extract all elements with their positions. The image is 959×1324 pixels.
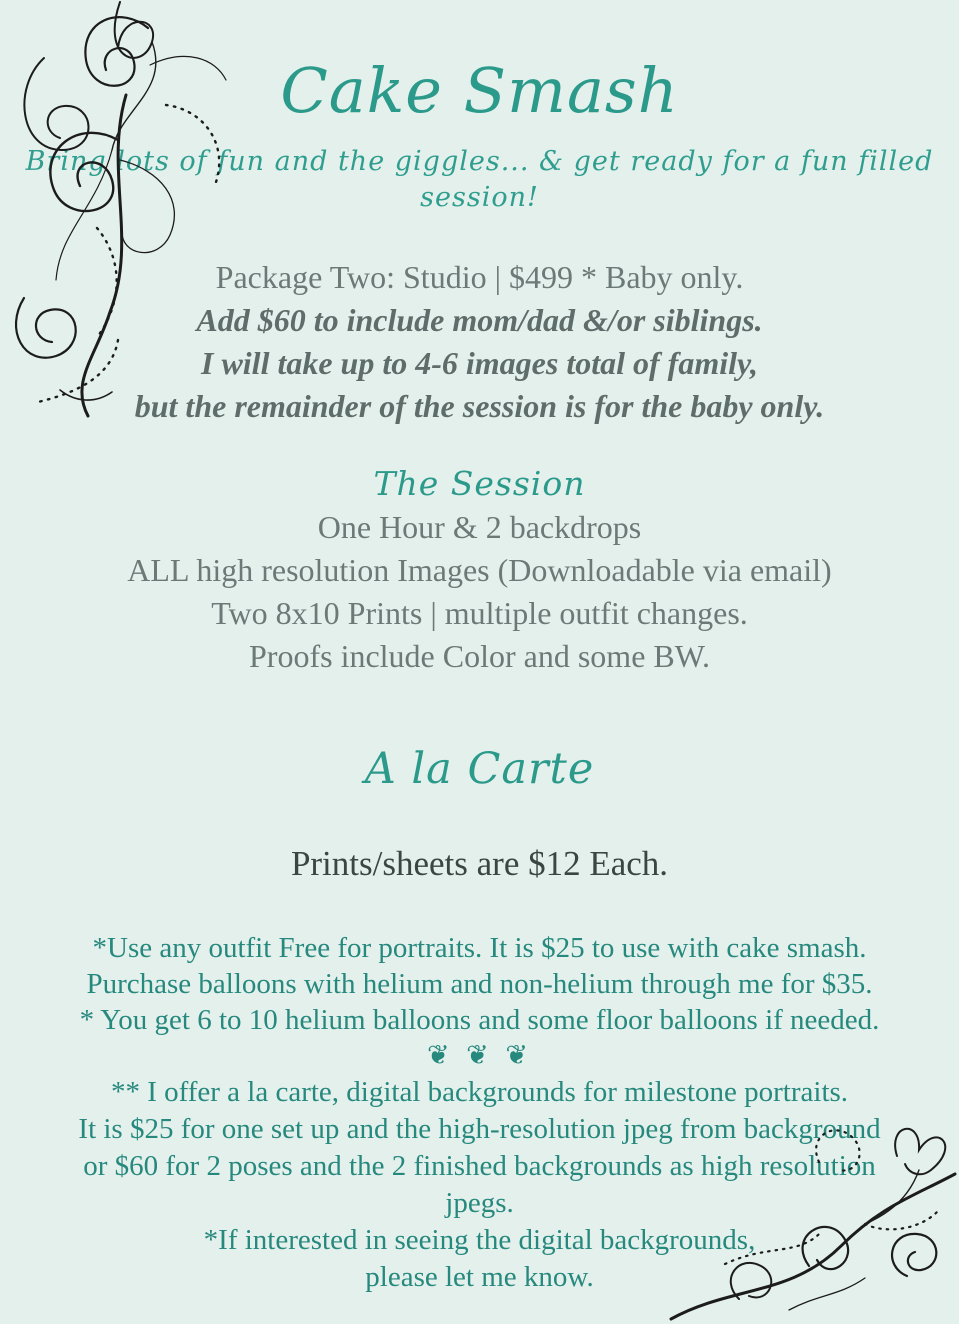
closing-line: *If interested in seeing the digital backgrounds, <box>203 1224 756 1256</box>
prints-price-line: Prints/sheets are $12 Each. <box>290 844 669 883</box>
session-details <box>0 506 959 678</box>
session-line: ALL high resolution Images (Downloadable via email) <box>127 552 832 588</box>
a-la-carte-heading: A la Carte <box>364 744 595 794</box>
package-line-addon: Add $60 to include mom/dad &/or siblings. <box>196 302 763 338</box>
fleuron-ornament-icon: ❦ ❦ ❦ <box>426 1040 533 1071</box>
package-line-price: Package Two: Studio | $499 * Baby only. <box>215 259 744 295</box>
session-line: Two 8x10 Prints | multiple outfit changes. <box>211 595 748 631</box>
note-line: * You get 6 to 10 helium balloons and some floor balloons if needed. <box>79 1004 880 1036</box>
note-line: or $60 for 2 poses and the 2 finished backgrounds as high resolution <box>83 1150 876 1182</box>
note-line: Purchase balloons with helium and non-helium through me for $35. <box>86 968 873 1000</box>
session-heading: The Session <box>373 464 586 503</box>
package-line-family: I will take up to 4-6 images total of family, <box>200 345 758 381</box>
note-line: It is $25 for one set up and the high-resolution jpeg from background <box>78 1113 881 1145</box>
digital-backgrounds-notes <box>0 1074 959 1296</box>
session-line: One Hour & 2 backdrops <box>317 509 642 545</box>
a-la-carte-notes <box>0 930 959 1038</box>
page-title: Cake Smash <box>280 54 679 127</box>
page-subtitle: Bring lots of fun and the giggles... & get ready for a fun filled session! <box>25 146 934 213</box>
closing-line: please let me know. <box>365 1261 594 1293</box>
package-line-baby-only: but the remainder of the session is for the baby only. <box>134 388 825 424</box>
note-line: ** I offer a la carte, digital backgrounds for milestone portraits. <box>110 1076 849 1108</box>
session-line: Proofs include Color and some BW. <box>249 638 710 674</box>
note-line: *Use any outfit Free for portraits. It is $25 to use with cake smash. <box>92 932 867 964</box>
package-section <box>0 256 959 428</box>
note-line: jpegs. <box>445 1187 514 1219</box>
